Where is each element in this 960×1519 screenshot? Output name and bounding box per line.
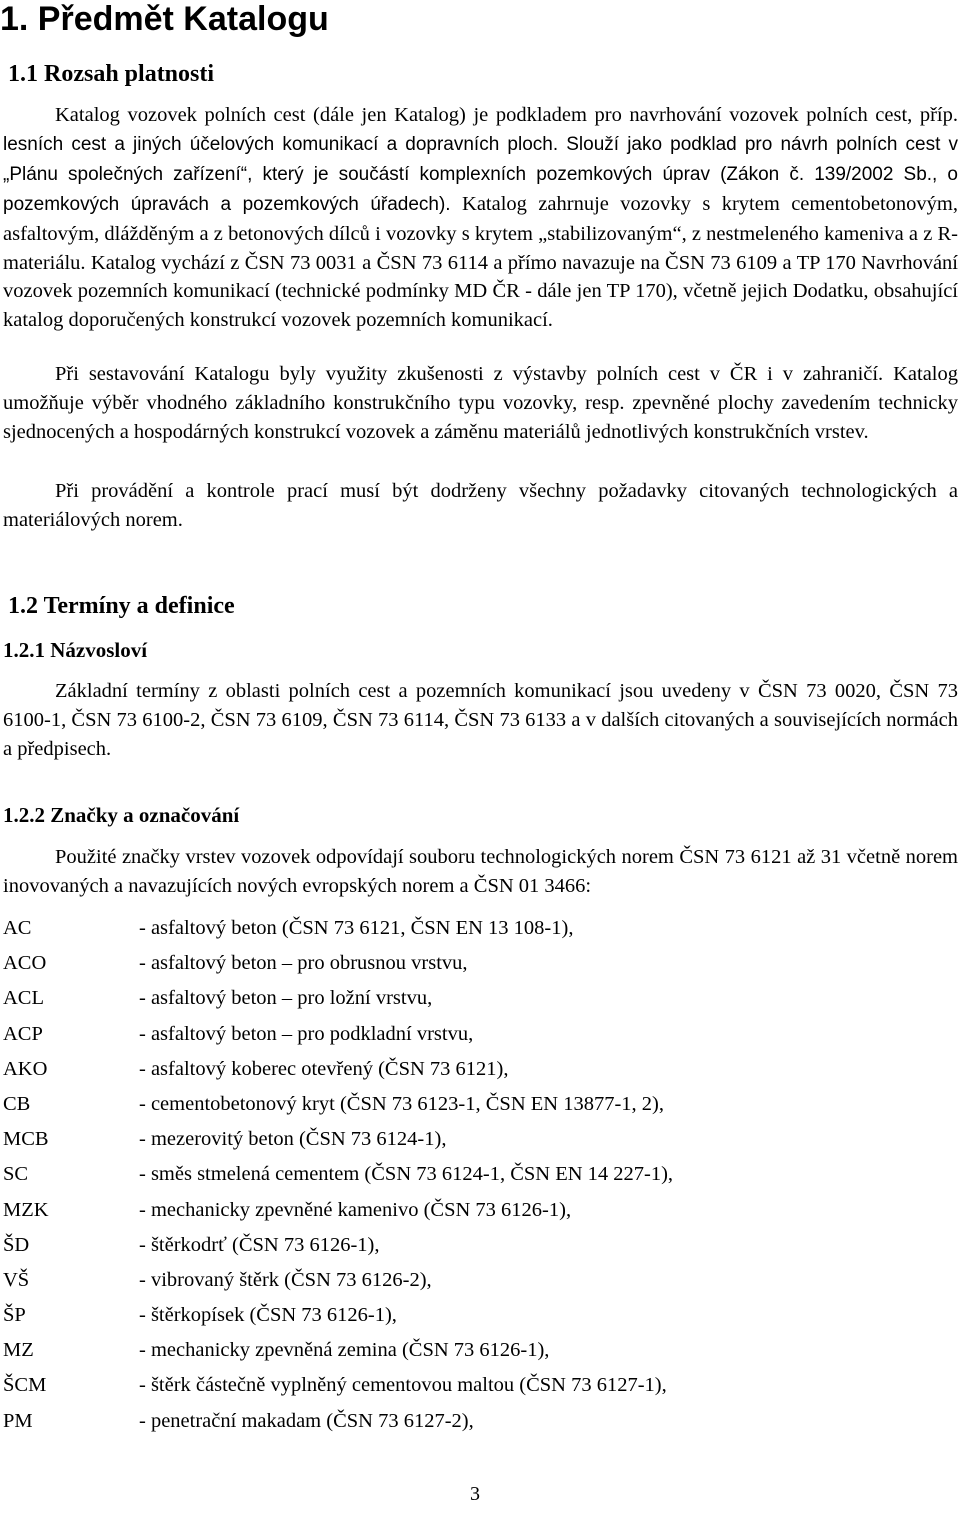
abbreviation: ŠCM: [3, 1374, 47, 1397]
abbreviation-description: - penetrační makadam (ČSN 73 6127-2),: [139, 1409, 474, 1432]
abbreviation: CB: [3, 1092, 31, 1115]
abbreviation: VŠ: [3, 1268, 30, 1291]
abbreviation-description: - štěrkopísek (ČSN 73 6126-1),: [139, 1304, 397, 1327]
abbreviation: MZ: [3, 1339, 34, 1362]
abbreviation-description: - mechanicky zpevněná zemina (ČSN 73 6126-1),: [139, 1339, 550, 1362]
abbreviation: ŠP: [3, 1304, 26, 1327]
abbreviation-description: - štěrk částečně vyplněný cementovou maltou (ČSN 73 6127-1),: [139, 1374, 667, 1397]
subsection-heading-terminology: 1.2.1 Názvosloví: [3, 638, 148, 662]
abbreviation-description: - směs stmelená cementem (ČSN 73 6124-1, ČSN EN 14 227-1),: [139, 1163, 674, 1186]
abbreviation-description: - vibrovaný štěrk (ČSN 73 6126-2),: [139, 1268, 432, 1291]
list-item: [3, 948, 953, 983]
paragraph-scope-2: Při sestavování Katalogu byly využity zkušenosti z výstavby polních cest v ČR i v zahraničí. Katalog umožňuje výběr vhodného základního konstrukčního typu vozovky, resp. zpevněné plochy zavedením technicky sjednocených a hospodárných konstrukcí vozovek a záměnu materiálů jednotlivých konstrukčních vrstev.: [3, 363, 958, 443]
paragraph-symbols: Použité značky vrstev vozovek odpovídají souboru technologických norem ČSN 73 6121 až 31 včetně norem inovovaných a navazujících nových evropských norem a ČSN 01 3466:: [3, 846, 958, 897]
list-item: [3, 1019, 953, 1054]
paragraph-scope-1-part-a: Katalog vozovek polních cest (dále jen Katalog) je podkladem pro navrhování vozovek polních cest, příp.: [55, 104, 958, 126]
list-item: [3, 1335, 953, 1370]
abbreviation-list: [3, 913, 953, 1441]
chapter-title: 1. Předmět Katalogu: [0, 0, 329, 38]
list-item: [3, 1300, 953, 1335]
list-item: [3, 1124, 953, 1159]
abbreviation-description: - asfaltový beton – pro podkladní vrstvu,: [139, 1022, 474, 1045]
list-item: [3, 1089, 953, 1124]
section-heading-scope: 1.1 Rozsah platnosti: [8, 61, 215, 87]
list-item: [3, 1159, 953, 1194]
abbreviation: PM: [3, 1409, 33, 1432]
abbreviation: ACL: [3, 987, 44, 1010]
list-item: [3, 913, 953, 948]
abbreviation: MCB: [3, 1128, 49, 1151]
abbreviation-description: - asfaltový beton – pro ložní vrstvu,: [139, 987, 433, 1010]
abbreviation: AKO: [3, 1057, 48, 1080]
abbreviation-description: - asfaltový koberec otevřený (ČSN 73 6121),: [139, 1057, 509, 1080]
paragraph-terminology: Základní termíny z oblasti polních cest a pozemních komunikací jsou uvedeny v ČSN 73 0020, ČSN 73 6100-1, ČSN 73 6100-2, ČSN 73 6109, ČSN 73 6114, ČSN 73 6133 a v dalších citovaných a souvisejících normách a předpisech.: [3, 680, 958, 760]
abbreviation-description: - cementobetonový kryt (ČSN 73 6123-1, ČSN EN 13877-1, 2),: [139, 1092, 664, 1115]
abbreviation-description: - asfaltový beton – pro obrusnou vrstvu,: [139, 952, 468, 975]
list-item: [3, 1230, 953, 1265]
list-item: [3, 1054, 953, 1089]
paragraph-scope-3: Při provádění a kontrole prací musí být dodrženy všechny požadavky citovaných technologických a materiálových norem.: [3, 480, 958, 531]
paragraph-scope-1-part-c: Katalog zahrnuje vozovky s krytem cementobetonovým, asfaltovým, dlážděným a z betonových dílců i vozovky s krytem „stabilizovaným“, z nestmeleného kameniva a z R-materiálu. Katalog vychází z ČSN 73 0031 a ČSN 73 6114 a přímo navazuje na ČSN 73 6109 a TP 170 Navrhování vozovek pozemních komunikací (technické podmínky MD ČR - dále jen TP 170), včetně jejich Dodatku, obsahující katalog doporučených konstrukcí vozovek pozemních komunikací.: [3, 192, 958, 332]
list-item: [3, 1406, 953, 1441]
subsection-heading-symbols: 1.2.2 Značky a označování: [3, 803, 240, 827]
abbreviation-description: - mezerovitý beton (ČSN 73 6124-1),: [139, 1128, 447, 1151]
abbreviation: ACO: [3, 952, 47, 975]
paragraph-scope-1-part-b: lesních cest a jiných účelových komunikací a dopravních ploch. Slouží jako podklad pro návrh polních cest v „Plánu společných zařízení“, který je součástí komplexních pozemkových úprav (Zákon č. 139/2002 Sb., o pozemkových úpravách a pozemkových úřadech).: [3, 133, 958, 215]
abbreviation-description: - štěrkodrť (ČSN 73 6126-1),: [139, 1233, 380, 1256]
list-item: [3, 1195, 953, 1230]
page-number: 3: [470, 1483, 480, 1505]
abbreviation: ŠD: [3, 1233, 30, 1256]
section-heading-terms: 1.2 Termíny a definice: [8, 593, 235, 619]
abbreviation-description: - mechanicky zpevněné kamenivo (ČSN 73 6126-1),: [139, 1198, 572, 1221]
list-item: [3, 1265, 953, 1300]
abbreviation: AC: [3, 917, 32, 939]
abbreviation-description: - asfaltový beton (ČSN 73 6121, ČSN EN 13 108-1),: [139, 917, 574, 939]
abbreviation: SC: [3, 1163, 29, 1186]
list-item: [3, 983, 953, 1018]
abbreviation: ACP: [3, 1022, 43, 1045]
abbreviation: MZK: [3, 1198, 49, 1221]
paragraph-scope-1: [3, 101, 958, 335]
list-item: [3, 1370, 953, 1405]
